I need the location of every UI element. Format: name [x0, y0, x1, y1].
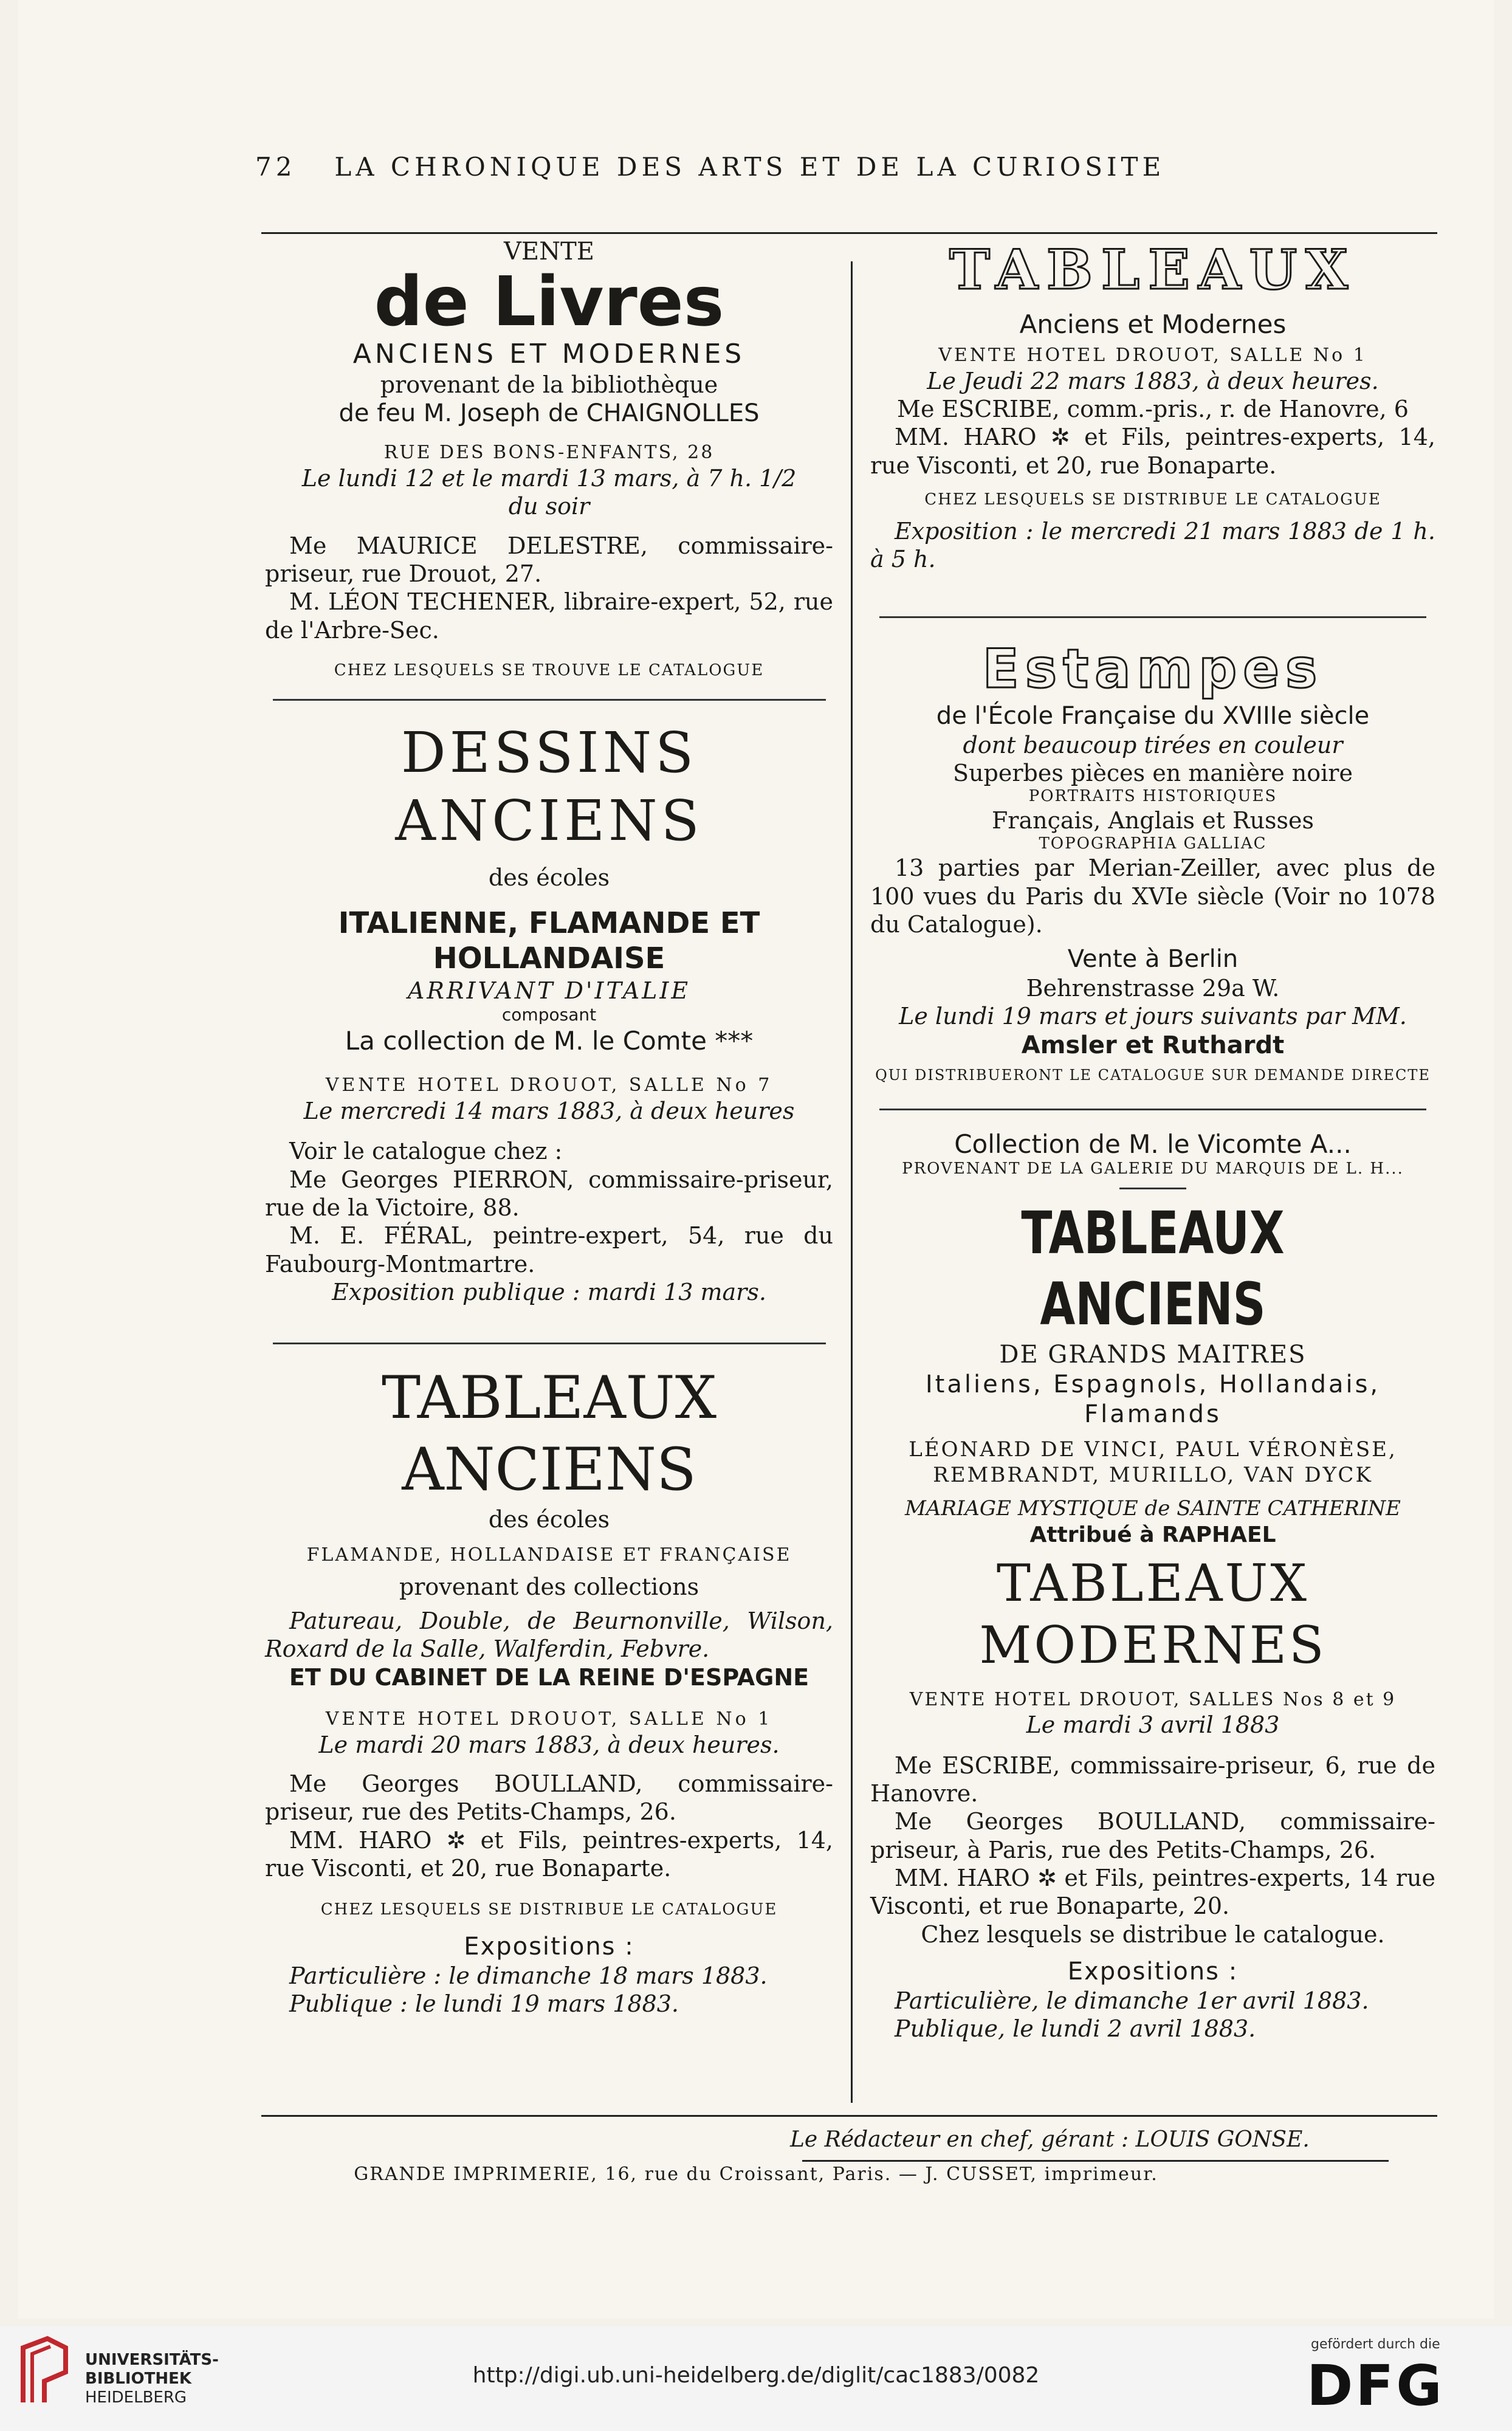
ad-exhibition: Exposition : le mercredi 21 mars 1883 de 1 h. à 5 h. [870, 517, 1435, 573]
editor-line: Le Rédacteur en chef, gérant : LOUIS GONSE. [790, 2127, 1310, 2152]
funder-block [1307, 2337, 1445, 2418]
library-name-line2: BIBLIOTHEK [85, 2370, 192, 2388]
ad-expert: MM. HARO ✲ et Fils, peintres-experts, 14 rue Visconti, et rue Bonaparte, 20. [870, 1865, 1435, 1920]
ad-tableaux-anciens [265, 1363, 833, 2018]
ad-date: Le mercredi 14 mars 1883, à deux heures [303, 1097, 795, 1124]
ad-modern-title: TABLEAUX MODERNES [979, 1553, 1327, 1676]
ad-catalog-note: CHEZ LESQUELS SE TROUVE LE CATALOGUE [334, 661, 765, 679]
ad-subtitle: Anciens et Modernes [1019, 309, 1287, 339]
ad-provenance: provenant des collections [399, 1573, 699, 1600]
ad-address: RUE DES BONS-ENFANTS, 28 [383, 442, 715, 464]
ad-owner: de feu M. Joseph de CHAIGNOLLES [338, 399, 760, 428]
ad-auctioneer: Me Georges PIERRON, commissaire-priseur, rue de la Victoire, 88. [265, 1166, 833, 1222]
ad-tableaux [870, 237, 1435, 574]
ad-schools: FLAMANDE, HOLLANDAISE ET FRANÇAISE [306, 1544, 792, 1566]
ad-auctioneer: Me Georges BOULLAND, commissaire-priseur, rue des Petits-Champs, 26. [265, 1770, 833, 1826]
ad-artists: LÉONARD DE VINCI, PAUL VÉRONÈSE, REMBRANDT, MURILLO, VAN DYCK [909, 1437, 1397, 1487]
ad-catalog-intro: Voir le catalogue chez : [289, 1138, 563, 1165]
ad-color-note: dont beaucoup tirées en couleur [963, 731, 1343, 758]
footer-rule-2 [802, 2160, 1389, 2162]
ad-exhibition-public: Publique, le lundi 2 avril 1883. [895, 2015, 1256, 2043]
header-rule [261, 232, 1437, 234]
ad-nations: Français, Anglais et Russes [991, 807, 1314, 834]
ad-painting: MARIAGE MYSTIQUE de SAINTE CATHERINE [904, 1496, 1401, 1521]
ad-exhibition-private: Particulière, le dimanche 1er avril 1883. [895, 1987, 1369, 2014]
separator [879, 1109, 1426, 1110]
ad-venue: VENTE HOTEL DROUOT, SALLE No 7 [325, 1075, 773, 1096]
ad-mezzotints: Superbes pièces en manière noire [953, 760, 1353, 787]
ad-auctioneer: Me ESCRIBE, commissaire-priseur, 6, rue de Hanovre. [870, 1752, 1435, 1807]
library-name-line3: HEIDELBERG [85, 2388, 187, 2407]
ad-date: Le lundi 19 mars et jours suivants par MM. [899, 1003, 1407, 1030]
ad-vente: VENTE [504, 238, 594, 266]
ad-date: Le mardi 3 avril 1883 [1026, 1711, 1280, 1739]
ad-subtitle: ANCIENS ET MODERNES [352, 339, 746, 370]
ad-dates: Le lundi 12 et le mardi 13 mars, à 7 h. 1/2 [301, 464, 797, 492]
right-column [870, 237, 1435, 2043]
ad-expert: M. LÉON TECHENER, libraire-expert, 52, rue de l'Arbre-Sec. [265, 588, 833, 644]
ad-composant: composant [501, 1004, 597, 1025]
ad-exhibitions-heading: Expositions : [1067, 1958, 1239, 1986]
ad-evening: du soir [508, 493, 590, 520]
ad-auctioneer: Me ESCRIBE, comm.-pris., r. de Hanovre, 6 [897, 395, 1409, 422]
ad-collections: Patureau, Double, de Beurnonville, Wilson, Roxard de la Salle, Walferdin, Febvre. [265, 1607, 833, 1663]
ad-title: TABLEAUX ANCIENS [381, 1364, 717, 1504]
printer-line: GRANDE IMPRIMERIE, 16, rue du Croissant, Paris. — J. CUSSET, imprimeur. [354, 2164, 1158, 2185]
ad-date: Le mardi 20 mars 1883, à deux heures. [318, 1731, 780, 1758]
ad-portraits: PORTRAITS HISTORIQUES [1028, 787, 1277, 806]
page-number: 72 [255, 152, 297, 182]
ad-provenance: provenant de la bibliothèque [380, 371, 718, 399]
ad-schools-intro: des écoles [488, 864, 610, 892]
ad-catalog-note: CHEZ LESQUELS SE DISTRIBUE LE CATALOGUE [924, 490, 1381, 509]
running-header [255, 152, 1446, 182]
ad-auctioneer: Me MAURICE DELESTRE, commissaire-priseur, rue Drouot, 27. [265, 532, 833, 587]
ad-expert: M. E. FÉRAL, peintre-expert, 54, rue du Faubourg-Montmartre. [265, 1222, 833, 1277]
ad-catalog-note: QUI DISTRIBUERONT LE CATALOGUE SUR DEMANDE DIRECTE [875, 1066, 1431, 1084]
left-column [265, 237, 833, 2018]
ad-title: DESSINS ANCIENS [395, 720, 703, 853]
ad-exhibition-private: Particulière : le dimanche 18 mars 1883. [289, 1962, 768, 1989]
permalink[interactable]: http://digi.ub.uni-heidelberg.de/diglit/cac1883/0082 [472, 2363, 1040, 2388]
ad-parties: 13 parties par Merian-Zeiller, avec plus de 100 vues du Paris du XVIe siècle (Voir no 1078 du Catalogue). [870, 854, 1435, 938]
ad-title: TABLEAUX ANCIENS [1021, 1198, 1285, 1338]
ad-dessins [265, 719, 833, 1307]
ad-expert: MM. HARO ✲ et Fils, peintres-experts, 14, rue Visconti, et 20, rue Bonaparte. [870, 424, 1435, 479]
ad-schools-intro: des écoles [488, 1505, 610, 1533]
ad-expert: MM. HARO ✲ et Fils, peintres-experts, 14, rue Visconti, et 20, rue Bonaparte. [265, 1826, 833, 1882]
ad-auctioneer-2: Me Georges BOULLAND, commissaire-priseur, à Paris, rue des Petits-Champs, 26. [870, 1808, 1435, 1863]
ad-street: Behrenstrasse 29a W. [1026, 975, 1280, 1002]
funder-caption: gefördert durch die [1311, 2337, 1440, 2352]
ad-origin: ARRIVANT D'ITALIE [407, 977, 691, 1004]
ad-livres [265, 237, 833, 681]
column-divider [851, 261, 853, 2103]
ad-title: de Livres [374, 262, 724, 342]
ad-title: Estampes [982, 637, 1324, 700]
ad-date: Le Jeudi 22 mars 1883, à deux heures. [927, 367, 1379, 394]
library-name-line1: UNIVERSITÄTS- [85, 2351, 219, 2369]
separator [273, 699, 826, 701]
running-title: LA CHRONIQUE DES ARTS ET DE LA CURIOSITE [334, 152, 1166, 182]
ad-masters: DE GRANDS MAITRES [999, 1341, 1307, 1369]
separator [273, 1343, 826, 1344]
ad-schools: ITALIENNE, FLAMANDE ET HOLLANDAISE [338, 906, 760, 976]
ad-venue: VENTE HOTEL DROUOT, SALLES Nos 8 et 9 [909, 1688, 1397, 1710]
ad-sale-place: Vente à Berlin [1067, 945, 1239, 974]
ad-estampes [870, 636, 1435, 1084]
ad-exhibition: Exposition publique : mardi 13 mars. [332, 1279, 766, 1306]
ad-venue: VENTE HOTEL DROUOT, SALLE No 1 [325, 1708, 773, 1730]
dfg-logo: DFG [1307, 2353, 1445, 2418]
separator [879, 616, 1426, 618]
ad-collection-vicomte [870, 1129, 1435, 2043]
ad-provenance: PROVENANT DE LA GALERIE DU MARQUIS DE L. H... [902, 1160, 1404, 1178]
ad-topographia: TOPOGRAPHIA GALLIAC [1039, 834, 1267, 853]
short-rule [1119, 1188, 1186, 1189]
ad-attribution: Attribué à RAPHAEL [1029, 1522, 1276, 1547]
ad-collection: La collection de M. le Comte *** [345, 1026, 754, 1056]
ad-catalog-note: CHEZ LESQUELS SE DISTRIBUE LE CATALOGUE [320, 1900, 778, 1919]
ad-title: TABLEAUX [949, 238, 1356, 302]
footer-rule [261, 2115, 1437, 2117]
ad-collection: Collection de M. le Vicomte A... [954, 1129, 1352, 1159]
ad-catalog-note: Chez lesquels se distribue le catalogue. [921, 1920, 1385, 1948]
ad-nations: Italiens, Espagnols, Hollandais, Flamands [925, 1370, 1381, 1428]
ad-exhibition-public: Publique : le lundi 19 mars 1883. [289, 1990, 679, 2018]
ad-school: de l'École Française du XVIIIe siècle [936, 701, 1370, 730]
ad-cabinet: ET DU CABINET DE LA REINE D'ESPAGNE [289, 1663, 809, 1691]
ad-venue: VENTE HOTEL DROUOT, SALLE No 1 [938, 345, 1367, 366]
ad-dealers: Amsler et Ruthardt [1021, 1031, 1285, 1059]
ad-exhibitions-heading: Expositions : [464, 1933, 634, 1961]
